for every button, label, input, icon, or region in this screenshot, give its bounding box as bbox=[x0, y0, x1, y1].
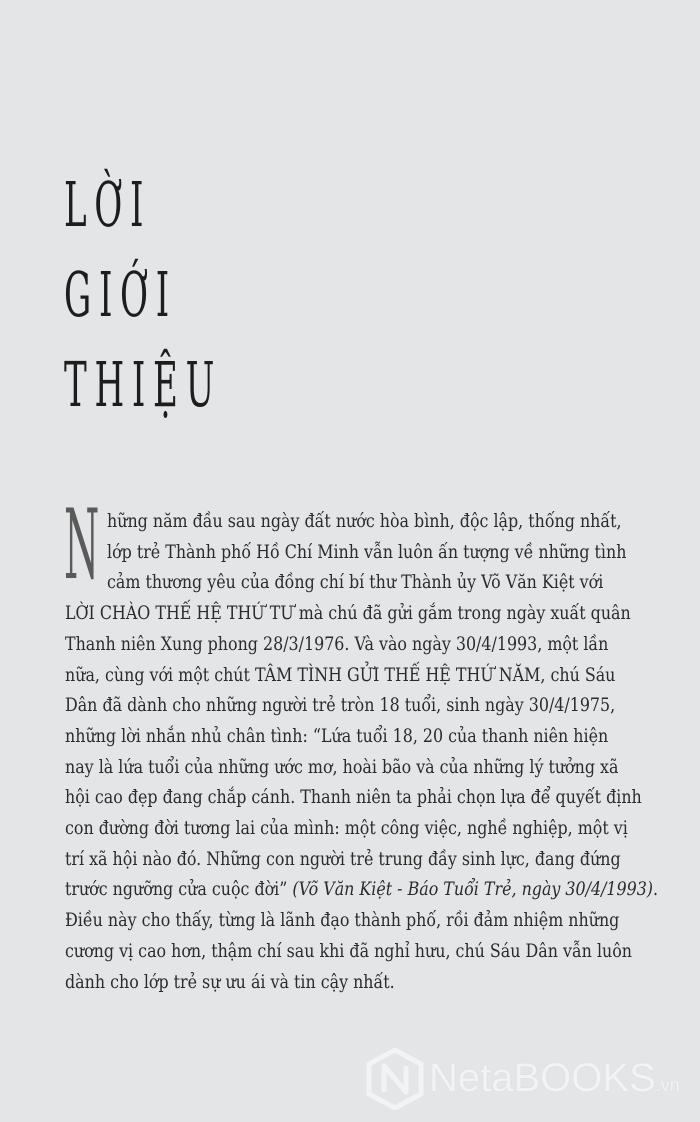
text-line-with-citation bbox=[65, 875, 659, 906]
text-line: những lời nhắn nhủ chân tình: “Lứa tuổi 18, 20 của thanh niên hiện bbox=[65, 725, 609, 747]
text-line: cương vị cao hơn, thậm chí sau khi đã nghỉ hưu, chú Sáu Dân vẫn luôn bbox=[65, 940, 633, 962]
text-line: Dân đã dành cho những người trẻ tròn 18 tuổi, sinh ngày 30/4/1975, bbox=[65, 695, 616, 717]
text-line: con đường đời tương lai của mình: một công việc, nghề nghiệp, một vị bbox=[65, 818, 628, 840]
watermark-suffix: .vn bbox=[655, 1075, 680, 1095]
text-line: hững năm đầu sau ngày đất nước hòa bình, độc lập, thống nhất, bbox=[107, 511, 622, 532]
text-line: dành cho lớp trẻ sự ưu ái và tin cậy nhất. bbox=[65, 971, 395, 993]
title-line-2: GIỚI bbox=[64, 258, 177, 331]
text-line: Điều này cho thấy, từng là lãnh đạo thành phố, rồi đảm nhiệm những bbox=[65, 910, 620, 932]
text-line: trí xã hội nào đó. Những con người trẻ trung đầy sinh lực, đang đứng bbox=[65, 848, 621, 870]
text-line: Thanh niên Xung phong 28/3/1976. Và vào ngày 30/4/1993, một lần bbox=[65, 633, 609, 655]
citation: (Võ Văn Kiệt - Báo Tuổi Trẻ, ngày 30/4/1993) bbox=[292, 879, 654, 901]
drop-cap: N bbox=[64, 489, 100, 601]
title-line-1: LỜI bbox=[64, 168, 152, 241]
quote-end: trước ngưỡng cửa cuộc đời” bbox=[65, 879, 288, 901]
netabooks-logo-icon bbox=[365, 1048, 425, 1110]
text-line: lớp trẻ Thành phố Hồ Chí Minh vẫn luôn ấn tượng về những tình bbox=[107, 541, 627, 563]
text-line: nữa, cùng với một chút TÂM TÌNH GỬI THẾ HỆ THỨ NĂM, chú Sáu bbox=[65, 664, 616, 686]
text-line: LỜI CHÀO THẾ HỆ THỨ TƯ mà chú đã gửi gắm trong ngày xuất quân bbox=[65, 603, 631, 625]
page-title bbox=[64, 160, 351, 430]
text-line: hội cao đẹp đang chắp cánh. Thanh niên ta phải chọn lựa để quyết định bbox=[65, 787, 642, 809]
text-line: nay là lứa tuổi của những ước mơ, hoài bão và của những lý tưởng xã bbox=[65, 756, 619, 778]
title-line-3: THIỆU bbox=[64, 348, 223, 421]
text-line: cảm thương yêu của đồng chí bí thư Thành ủy Võ Văn Kiệt với bbox=[107, 572, 604, 594]
citation-period: . bbox=[653, 879, 659, 901]
watermark-logo bbox=[365, 1048, 700, 1110]
watermark-brand: NetaBOOKS.vn bbox=[429, 1056, 680, 1100]
body-paragraph bbox=[64, 489, 697, 998]
